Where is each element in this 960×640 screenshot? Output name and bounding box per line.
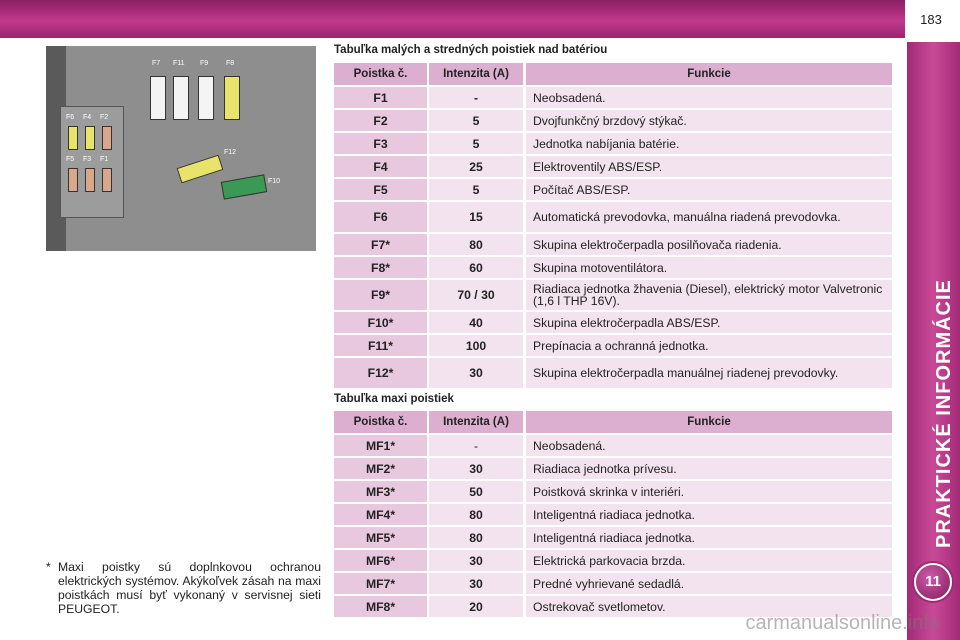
page-number: 183 bbox=[920, 12, 942, 27]
table2-header-function: Funkcie bbox=[526, 411, 892, 433]
fuse-function: Počítač ABS/ESP. bbox=[526, 179, 892, 200]
maxi-fuse-number: MF6* bbox=[334, 550, 427, 571]
table-row bbox=[334, 335, 892, 356]
table-row bbox=[334, 87, 892, 108]
fuse-function: Elektroventily ABS/ESP. bbox=[526, 156, 892, 177]
fuse-amperage: 40 bbox=[429, 312, 523, 333]
label-f12: F12 bbox=[224, 149, 237, 156]
maxi-fuse-number: MF4* bbox=[334, 504, 427, 525]
fuse-function: Automatická prevodovka, manuálna riadená prevodovka. bbox=[526, 202, 892, 232]
table-row bbox=[334, 156, 892, 177]
fuse-f4 bbox=[85, 126, 95, 150]
maxi-fuse-function: Poistková skrinka v interiéri. bbox=[526, 481, 892, 502]
maxi-fuse-function: Inteligentná riadiaca jednotka. bbox=[526, 504, 892, 525]
label-f5: F5 bbox=[66, 156, 75, 163]
fuse-function: Riadiaca jednotka žhavenia (Diesel), elektrický motor Valvetronic (1,6 l THP 16V). bbox=[526, 280, 892, 310]
fuse-amperage: 15 bbox=[429, 202, 523, 232]
fuse-number: F3 bbox=[334, 133, 427, 154]
table-row bbox=[334, 110, 892, 131]
footnote-text: Maxi poistky sú doplnkovou ochranou elektrických systémov. Akýkoľvek zásah na maxi poistkách musí byť vykonaný v servisnej sieti PEUGEOT. bbox=[58, 560, 321, 616]
label-f7: F7 bbox=[152, 60, 161, 67]
fuse-amperage: 5 bbox=[429, 179, 523, 200]
maxi-fuse-amperage: 80 bbox=[429, 527, 523, 548]
fuse-number: F9* bbox=[334, 280, 427, 310]
table-row bbox=[334, 527, 892, 548]
footnote bbox=[46, 560, 321, 616]
fuse-number: F12* bbox=[334, 358, 427, 388]
table1-header-row bbox=[334, 63, 892, 85]
fuse-amperage: 30 bbox=[429, 358, 523, 388]
maxi-fuse-number: MF3* bbox=[334, 481, 427, 502]
maxi-fuse-function: Riadiaca jednotka prívesu. bbox=[526, 458, 892, 479]
fuse-function: Jednotka nabíjania batérie. bbox=[526, 133, 892, 154]
table-row bbox=[334, 458, 892, 479]
table2-title: Tabuľka maxi poistiek bbox=[334, 393, 454, 405]
chapter-number-badge: 11 bbox=[914, 563, 952, 601]
fuse-function: Dvojfunkčný brzdový stýkač. bbox=[526, 110, 892, 131]
top-banner bbox=[0, 0, 905, 38]
fuse-f1 bbox=[102, 168, 112, 192]
chapter-title: PRAKTICKÉ INFORMÁCIE bbox=[933, 279, 955, 548]
fuse-f2 bbox=[102, 126, 112, 150]
fuse-function: Skupina elektročerpadla manuálnej riadenej prevodovky. bbox=[526, 358, 892, 388]
label-f11: F11 bbox=[173, 60, 185, 67]
fuse-f6 bbox=[68, 126, 78, 150]
fuse-function: Skupina elektročerpadla ABS/ESP. bbox=[526, 312, 892, 333]
fuse-number: F5 bbox=[334, 179, 427, 200]
table-row bbox=[334, 358, 892, 388]
fuse-number: F2 bbox=[334, 110, 427, 131]
label-f1: F1 bbox=[100, 156, 109, 163]
maxi-fuse-f7 bbox=[150, 76, 166, 120]
table-row bbox=[334, 234, 892, 255]
maxi-fuse-function: Ostrekovač svetlometov. bbox=[526, 596, 892, 617]
fuse-amperage: 70 / 30 bbox=[429, 280, 523, 310]
table-row bbox=[334, 481, 892, 502]
fuse-number: F10* bbox=[334, 312, 427, 333]
maxi-fuse-number: MF2* bbox=[334, 458, 427, 479]
fuse-function: Prepínacia a ochranná jednotka. bbox=[526, 335, 892, 356]
watermark: carmanualsonline.info bbox=[745, 612, 940, 634]
table-row bbox=[334, 550, 892, 571]
maxi-fuse-function: Inteligentná riadiaca jednotka. bbox=[526, 527, 892, 548]
label-f9: F9 bbox=[200, 60, 209, 67]
maxi-fuse-number: MF7* bbox=[334, 573, 427, 594]
maxi-fuse-amperage: 30 bbox=[429, 550, 523, 571]
maxi-fuse-function: Neobsadená. bbox=[526, 435, 892, 456]
table-row bbox=[334, 202, 892, 232]
label-f4: F4 bbox=[83, 114, 92, 121]
label-f10: F10 bbox=[268, 178, 281, 185]
fuse-amperage: 60 bbox=[429, 257, 523, 278]
fuse-amperage: - bbox=[429, 87, 523, 108]
fuse-number: F8* bbox=[334, 257, 427, 278]
label-f2: F2 bbox=[100, 114, 109, 121]
fuse-amperage: 100 bbox=[429, 335, 523, 356]
fuse-number: F6 bbox=[334, 202, 427, 232]
fuse-number: F1 bbox=[334, 87, 427, 108]
maxi-fuse-number: MF1* bbox=[334, 435, 427, 456]
fuse-number: F7* bbox=[334, 234, 427, 255]
table1-header-fuse: Poistka č. bbox=[334, 63, 427, 85]
table-row bbox=[334, 504, 892, 525]
table-row bbox=[334, 257, 892, 278]
fuse-f5 bbox=[68, 168, 78, 192]
table-row bbox=[334, 312, 892, 333]
table2-header-row bbox=[334, 411, 892, 433]
fuse-box-figure bbox=[46, 46, 316, 251]
table-row bbox=[334, 573, 892, 594]
table-row bbox=[334, 280, 892, 310]
table-row bbox=[334, 179, 892, 200]
maxi-fuse-f11 bbox=[173, 76, 189, 120]
table1-header-amps: Intenzita (A) bbox=[429, 63, 523, 85]
fuse-amperage: 80 bbox=[429, 234, 523, 255]
maxi-fuse-amperage: 30 bbox=[429, 458, 523, 479]
maxi-fuse-number: MF5* bbox=[334, 527, 427, 548]
fuse-number: F4 bbox=[334, 156, 427, 177]
maxi-fuse-f8 bbox=[224, 76, 240, 120]
maxi-fuse-number: MF8* bbox=[334, 596, 427, 617]
fuse-function: Skupina motoventilátora. bbox=[526, 257, 892, 278]
fuse-amperage: 5 bbox=[429, 133, 523, 154]
table-row bbox=[334, 133, 892, 154]
label-f8: F8 bbox=[226, 60, 235, 67]
table1-header-function: Funkcie bbox=[526, 63, 892, 85]
fuse-f3 bbox=[85, 168, 95, 192]
table-row bbox=[334, 435, 892, 456]
label-f6: F6 bbox=[66, 114, 75, 121]
maxi-fuse-amperage: 50 bbox=[429, 481, 523, 502]
maxi-fuse-amperage: 20 bbox=[429, 596, 523, 617]
table2-header-amps: Intenzita (A) bbox=[429, 411, 523, 433]
maxi-fuse-amperage: - bbox=[429, 435, 523, 456]
fuse-amperage: 5 bbox=[429, 110, 523, 131]
fuse-number: F11* bbox=[334, 335, 427, 356]
maxi-fuse-function: Predné vyhrievané sedadlá. bbox=[526, 573, 892, 594]
maxi-fuse-function: Elektrická parkovacia brzda. bbox=[526, 550, 892, 571]
table2-header-fuse: Poistka č. bbox=[334, 411, 427, 433]
fuse-function: Neobsadená. bbox=[526, 87, 892, 108]
fuse-amperage: 25 bbox=[429, 156, 523, 177]
label-f3: F3 bbox=[83, 156, 92, 163]
fuse-function: Skupina elektročerpadla posilňovača riadenia. bbox=[526, 234, 892, 255]
footnote-marker: * bbox=[46, 560, 51, 574]
maxi-fuse-f9 bbox=[198, 76, 214, 120]
maxi-fuse-amperage: 80 bbox=[429, 504, 523, 525]
table1-title: Tabuľka malých a stredných poistiek nad batériou bbox=[334, 44, 608, 56]
maxi-fuse-amperage: 30 bbox=[429, 573, 523, 594]
